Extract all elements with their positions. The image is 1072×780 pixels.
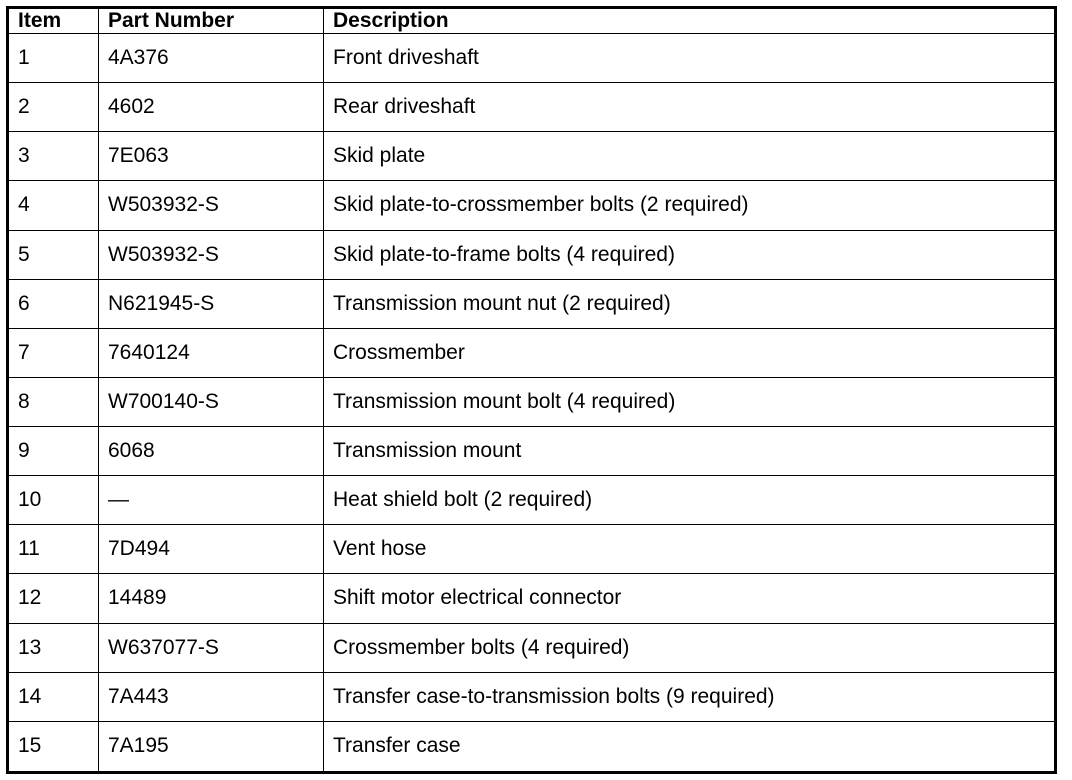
cell-part-number: W637077-S <box>99 623 324 672</box>
cell-item: 10 <box>8 476 99 525</box>
cell-item: 7 <box>8 328 99 377</box>
table-header-row <box>8 8 1056 34</box>
cell-description: Rear driveshaft <box>324 83 1056 132</box>
table-row <box>8 279 1056 328</box>
cell-part-number: 7640124 <box>99 328 324 377</box>
cell-description: Shift motor electrical connector <box>324 574 1056 623</box>
column-header-description: Description <box>324 8 1056 34</box>
cell-item: 8 <box>8 377 99 426</box>
cell-item: 14 <box>8 672 99 721</box>
cell-description: Skid plate <box>324 132 1056 181</box>
cell-part-number: W503932-S <box>99 230 324 279</box>
table-row <box>8 721 1056 772</box>
table-row <box>8 181 1056 230</box>
cell-description: Crossmember bolts (4 required) <box>324 623 1056 672</box>
cell-description: Transfer case-to-transmission bolts (9 required) <box>324 672 1056 721</box>
table-row <box>8 132 1056 181</box>
cell-description: Skid plate-to-crossmember bolts (2 required) <box>324 181 1056 230</box>
table-row <box>8 83 1056 132</box>
cell-item: 5 <box>8 230 99 279</box>
table-row <box>8 34 1056 83</box>
cell-part-number: 14489 <box>99 574 324 623</box>
table-row <box>8 377 1056 426</box>
cell-part-number: W503932-S <box>99 181 324 230</box>
cell-description: Front driveshaft <box>324 34 1056 83</box>
parts-table <box>6 6 1057 774</box>
table-row <box>8 623 1056 672</box>
cell-description: Transmission mount <box>324 427 1056 476</box>
cell-part-number: — <box>99 476 324 525</box>
cell-part-number: 6068 <box>99 427 324 476</box>
cell-description: Heat shield bolt (2 required) <box>324 476 1056 525</box>
cell-part-number: N621945-S <box>99 279 324 328</box>
table-row <box>8 427 1056 476</box>
cell-item: 11 <box>8 525 99 574</box>
cell-description: Vent hose <box>324 525 1056 574</box>
table-row <box>8 476 1056 525</box>
cell-part-number: 7D494 <box>99 525 324 574</box>
cell-part-number: 4602 <box>99 83 324 132</box>
cell-description: Crossmember <box>324 328 1056 377</box>
table-row <box>8 525 1056 574</box>
cell-item: 12 <box>8 574 99 623</box>
table-row <box>8 672 1056 721</box>
cell-description: Transmission mount nut (2 required) <box>324 279 1056 328</box>
table-row <box>8 230 1056 279</box>
cell-item: 15 <box>8 721 99 772</box>
cell-item: 6 <box>8 279 99 328</box>
cell-item: 1 <box>8 34 99 83</box>
cell-item: 4 <box>8 181 99 230</box>
cell-description: Transmission mount bolt (4 required) <box>324 377 1056 426</box>
cell-part-number: 7E063 <box>99 132 324 181</box>
column-header-item: Item <box>8 8 99 34</box>
cell-part-number: 7A443 <box>99 672 324 721</box>
cell-item: 3 <box>8 132 99 181</box>
cell-item: 9 <box>8 427 99 476</box>
cell-part-number: 7A195 <box>99 721 324 772</box>
cell-description: Transfer case <box>324 721 1056 772</box>
cell-item: 2 <box>8 83 99 132</box>
table-row <box>8 574 1056 623</box>
table-row <box>8 328 1056 377</box>
column-header-part-number: Part Number <box>99 8 324 34</box>
cell-part-number: W700140-S <box>99 377 324 426</box>
cell-item: 13 <box>8 623 99 672</box>
cell-description: Skid plate-to-frame bolts (4 required) <box>324 230 1056 279</box>
cell-part-number: 4A376 <box>99 34 324 83</box>
